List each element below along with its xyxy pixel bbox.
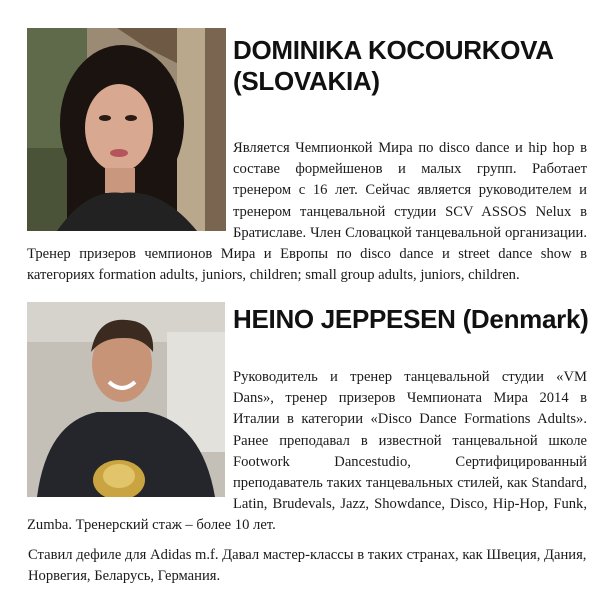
bio-text-heino: Руководитель и тренер танцевальной студии «VM Dans», тренер призеров Чемпионата Мира 2014 в Италии в категории «Disco Dance Formations Adults». Ранее преподавал в известной танцевальной школе Footwork Dancestudio, Сертифицированный преподаватель таких танцевальных стилей, как Standard, Latin, Brudevals, Jazz, Showdance, Disco, Hip-Hop, Funk, Zumba. Тренерский стаж – более 10 лет. [27, 369, 587, 534]
person-extra-heino: Ставил дефиле для Adidas m.f. Давал мастер-классы в таких странах, как Швеция, Дания, Норвегия, Беларусь, Германия. [28, 547, 587, 585]
bio-text-dominika: Является Чемпионкой Мира по disco dance и hip hop в составе формейшенов и малых групп. Работает тренером с 16 лет. Сейчас является руководителем и тренером танцевальной студии SCV ASSOS Nelux в Братиславе. Член Словацкой танцевальной организации. Тренер призеров чемпионов Мира и Европы по disco dance и street dance show в категориях formation adults, juniors, children; small group adults, juniors, children. [27, 140, 587, 284]
text-wrap-spacer [27, 367, 233, 498]
person-name-heino: HEINO JEPPESEN (Denmark) [233, 304, 589, 334]
person-name-dominika: DOMINIKA KOCOURKOVA (SLOVAKIA) [233, 35, 553, 96]
person-bio-heino [27, 367, 587, 537]
person-bio-dominika [27, 138, 587, 286]
text-wrap-spacer [27, 138, 233, 233]
